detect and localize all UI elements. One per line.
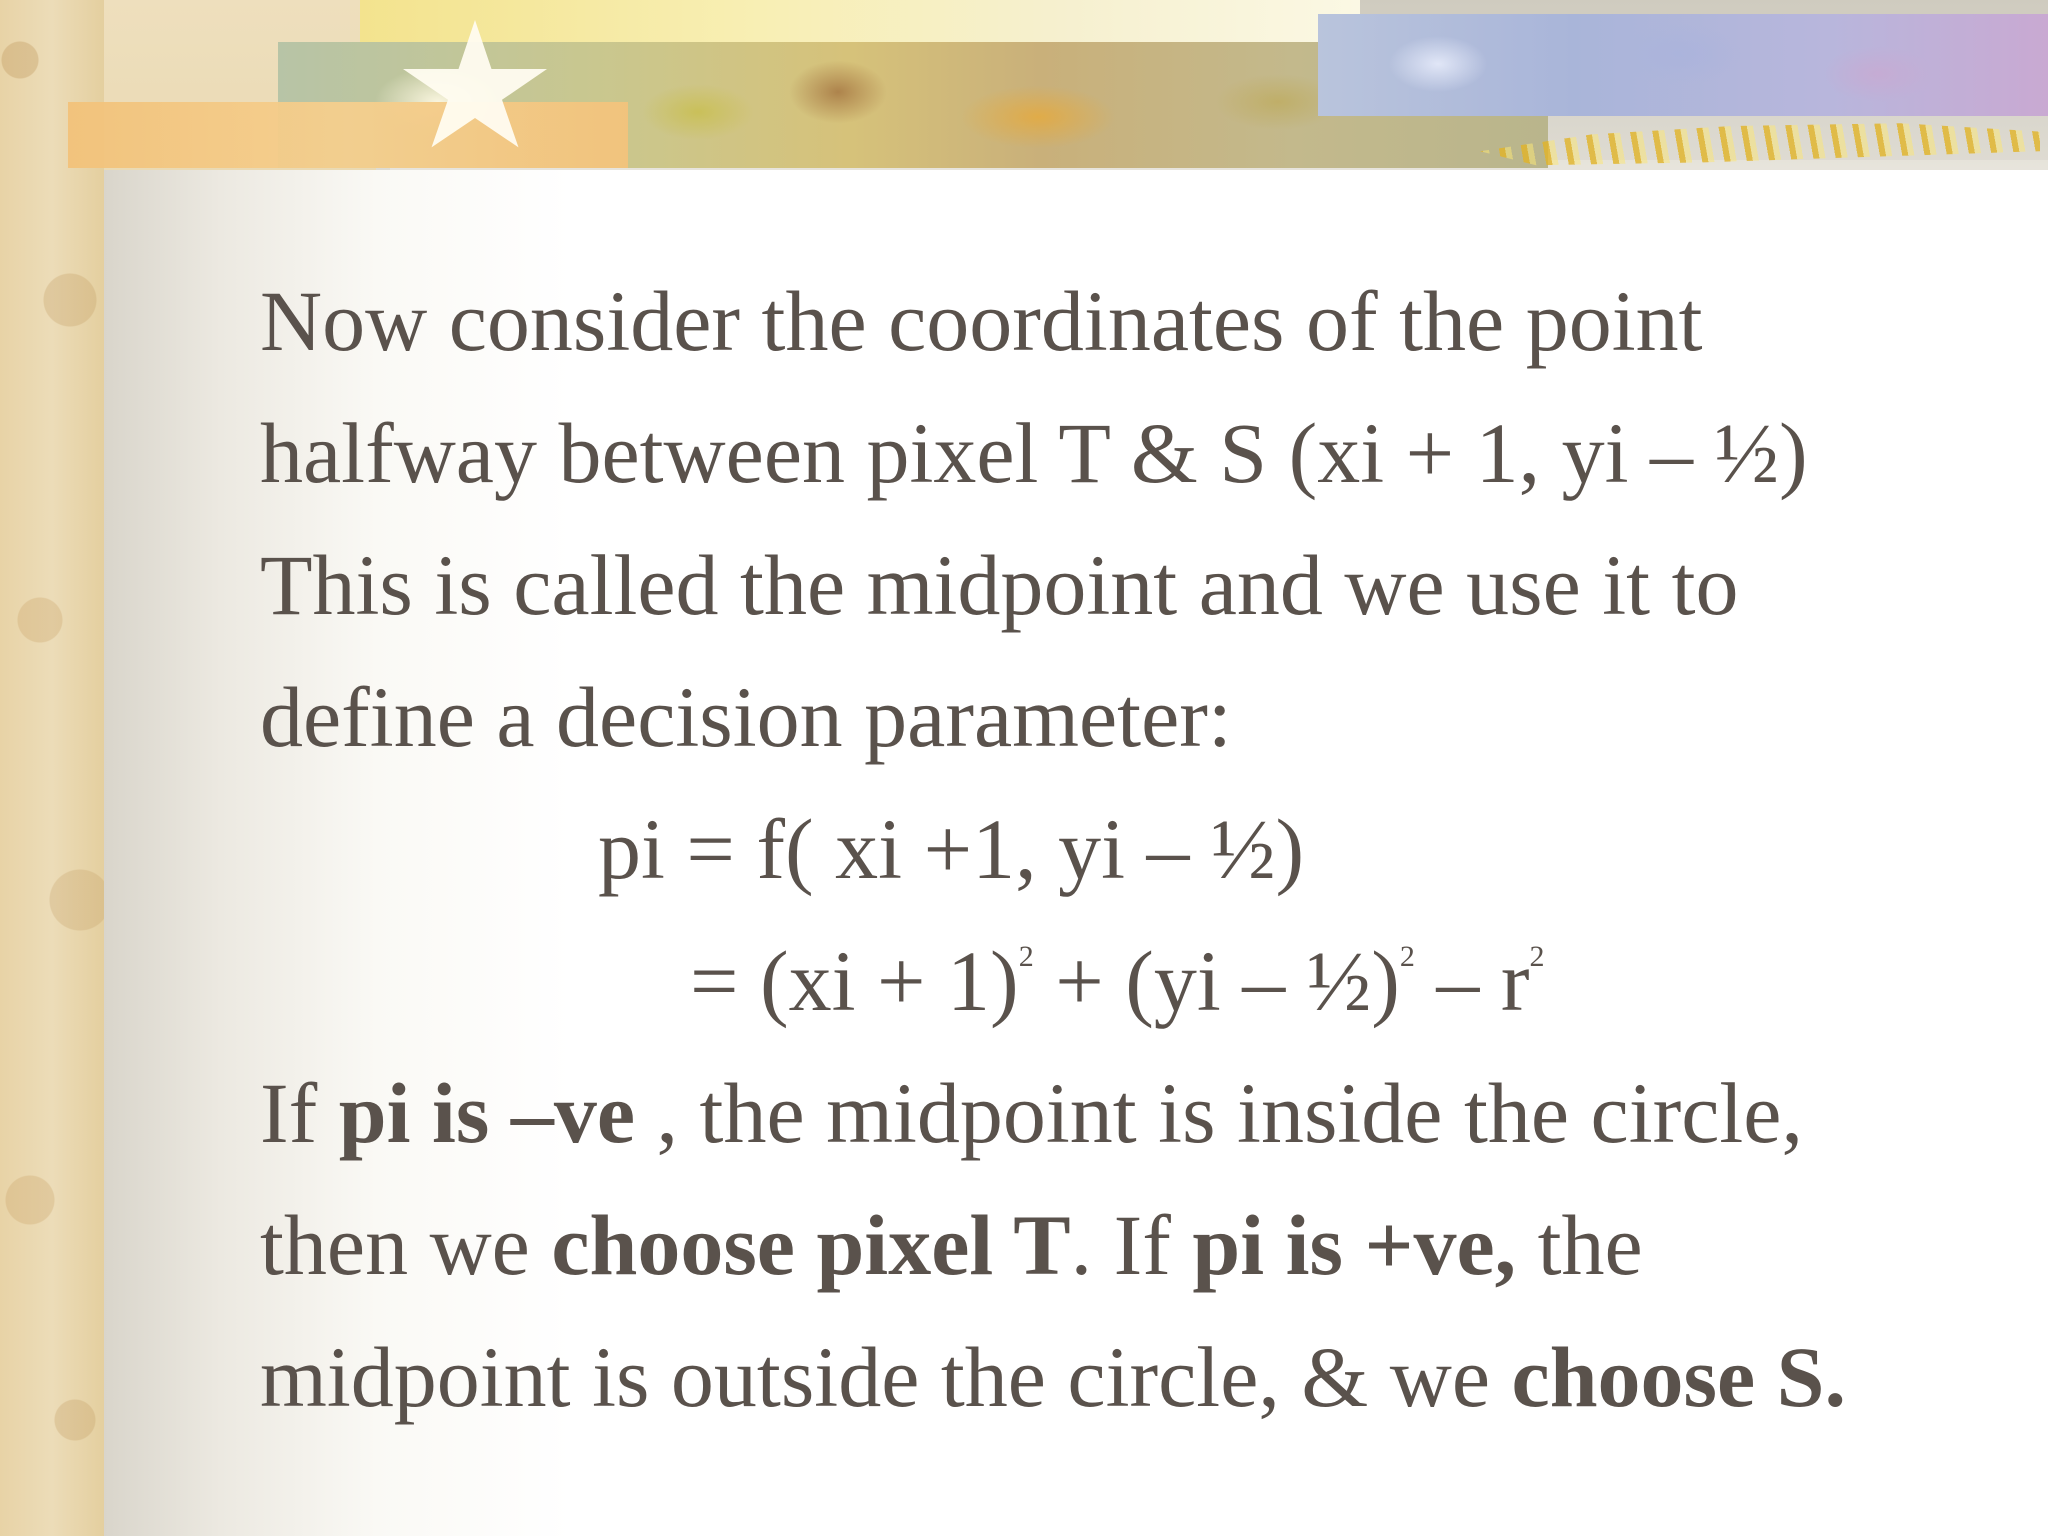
- decorative-photo-strip-blue: [1318, 14, 2048, 116]
- text-line-2: halfway between pixel T & S (xi + 1, yi – ½): [260, 405, 1808, 501]
- left-parchment-strip: [0, 0, 104, 1536]
- decorative-photo-strip-yellow: [360, 0, 1360, 42]
- equation-term-2: + (yi – ½): [1033, 933, 1400, 1029]
- equation-term-1: = (xi + 1): [690, 933, 1019, 1029]
- text-span: . If: [1070, 1197, 1193, 1293]
- text-span: midpoint is outside the circle, & we: [260, 1329, 1512, 1425]
- bold-text-choose-t: choose pixel T: [551, 1197, 1071, 1293]
- superscript-2: 2: [1399, 940, 1415, 973]
- superscript-3: 2: [1529, 940, 1545, 973]
- text-line-1: Now consider the coordinates of the point: [260, 273, 1703, 369]
- equation-term-3: – r: [1414, 933, 1530, 1029]
- text-line-8: [260, 1197, 1643, 1293]
- text-line-4: define a decision parameter:: [260, 669, 1232, 765]
- decorative-photo-strip-orange: [68, 102, 628, 168]
- text-line-3: This is called the midpoint and we use it to: [260, 537, 1739, 633]
- bold-text-pi-positive: pi is +ve,: [1192, 1197, 1517, 1293]
- text-span: If: [260, 1065, 339, 1161]
- text-line-9: [260, 1329, 1847, 1425]
- bold-text-choose-s: choose S.: [1511, 1329, 1847, 1425]
- text-span: then we: [260, 1197, 552, 1293]
- text-span: the: [1516, 1197, 1643, 1293]
- superscript-1: 2: [1018, 940, 1034, 973]
- equation-line-2: [690, 933, 1545, 1029]
- bold-text-pi-negative: pi is –ve: [338, 1065, 636, 1161]
- equation-line-1: pi = f( xi +1, yi – ½): [598, 801, 1305, 897]
- text-line-7: [260, 1065, 1803, 1161]
- text-span: , the midpoint is inside the circle,: [635, 1065, 1803, 1161]
